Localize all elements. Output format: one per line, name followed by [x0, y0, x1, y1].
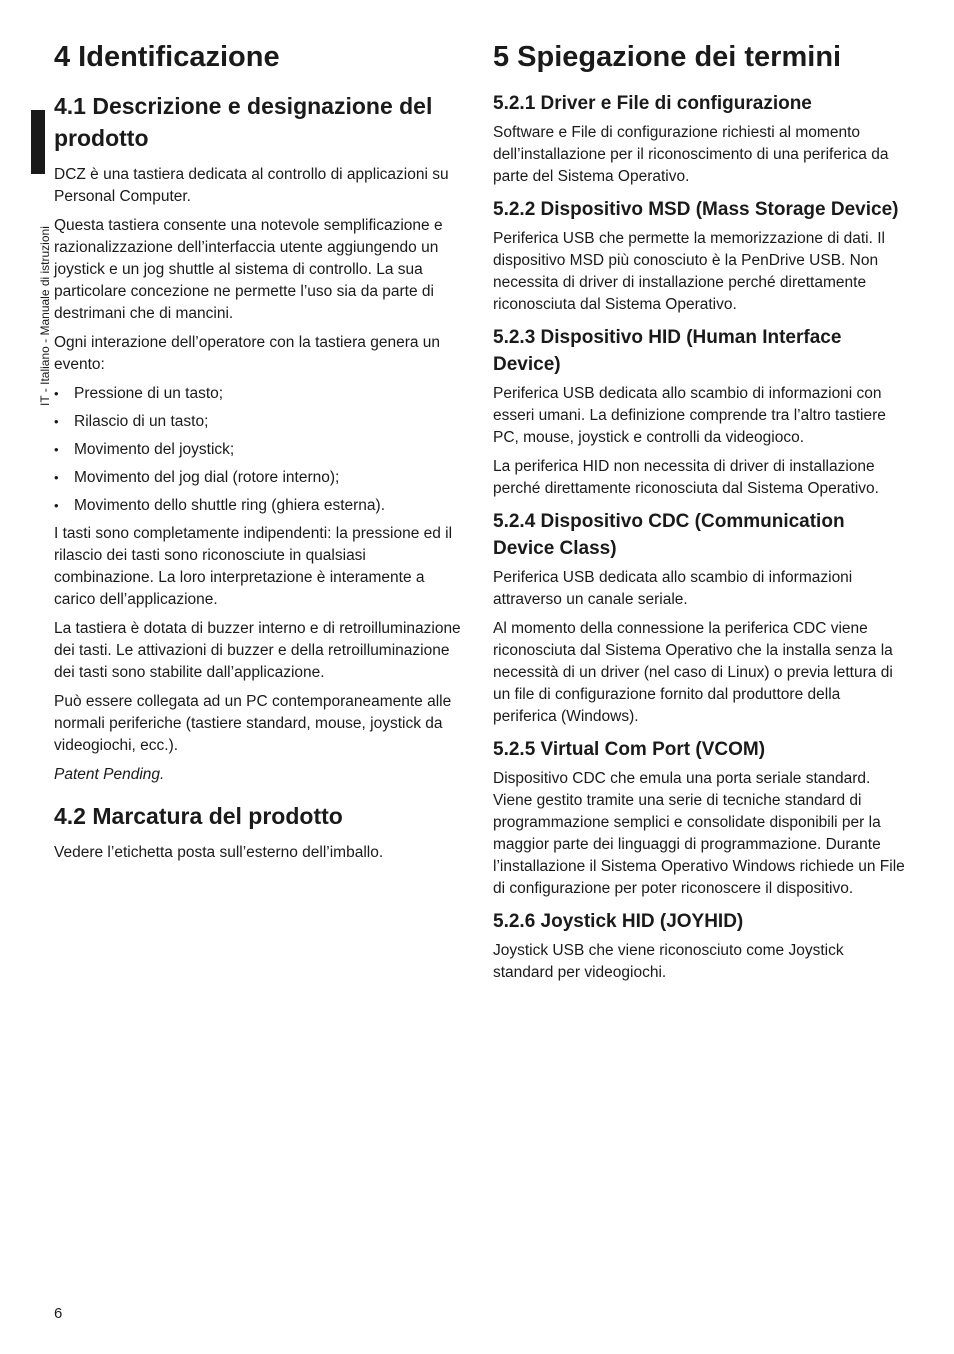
paragraph: Dispositivo CDC che emula una porta seriale standard. Viene gestito tramite una serie di tecniche standard di programmazione semplici e consolidate disponibili per la maggior parte dei linguaggi di programmazione. Durante l’installazione il Sistema Operativo Windows richiede un File di configurazione per poter riconoscere il dispositivo. [493, 770, 905, 897]
section-4-2-title: 4.2 Marcatura del prodotto [54, 803, 343, 829]
paragraph: I tasti sono completamente indipendenti: la pressione ed il rilascio dei tasti sono riconosciute in qualsiasi combinazione. La loro interpretazione è interamente a carico dell’applicazione. [54, 525, 453, 608]
paragraph: Può essere collegata ad un PC contemporaneamente alle normali periferiche (tastiere standard, mouse, joystick da videogiochi, ecc.). [54, 693, 452, 754]
section-5-2-3-title: 5.2.3 Dispositivo HID (Human Interface Device) [493, 327, 842, 375]
section-5-2-6-title: 5.2.6 Joystick HID (JOYHID) [493, 911, 744, 932]
side-tab-marker [31, 110, 45, 174]
list-item: • Pressione di un tasto; [54, 383, 464, 405]
patent-note: Patent Pending. [54, 766, 165, 783]
paragraph: Questa tastiera consente una notevole semplificazione e razionalizzazione dell’interfaccia utente aggiungendo un joystick e un jog shuttle al sistema di controllo. La sua particolare concezione ne permette l’uso sia da parte di destrimani che di mancini. [54, 217, 443, 322]
list-item: • Movimento dello shuttle ring (ghiera esterna). [54, 495, 464, 517]
paragraph: Periferica USB dedicata allo scambio di informazioni attraverso un canale seriale. [493, 569, 853, 608]
paragraph: DCZ è una tastiera dedicata al controllo di applicazioni su Personal Computer. [54, 166, 449, 205]
section-4-title: 4 Identificazione [54, 41, 280, 73]
page-number: 6 [54, 1305, 63, 1322]
list-item: • Movimento del jog dial (rotore interno); [54, 467, 464, 489]
paragraph: La periferica HID non necessita di driver di installazione perché direttamente riconosciuta dal Sistema Operativo. [493, 458, 879, 497]
paragraph: Joystick USB che viene riconosciuto come Joystick standard per videogiochi. [493, 942, 844, 981]
paragraph: Periferica USB che permette la memorizzazione di dati. Il dispositivo MSD più conosciuto è la PenDrive USB. Non necessita di driver di installazione perché direttamente riconosciuta dal Sistema Operativo. [493, 230, 885, 313]
section-5-2-5-title: 5.2.5 Virtual Com Port (VCOM) [493, 739, 766, 760]
right-column [493, 38, 905, 991]
section-4-1-title: 4.1 Descrizione e designazione del prodotto [54, 93, 433, 151]
event-list [54, 383, 464, 517]
section-5-2-4-title: 5.2.4 Dispositivo CDC (Communication Device Class) [493, 511, 845, 559]
section-5-2-2-title: 5.2.2 Dispositivo MSD (Mass Storage Device) [493, 199, 899, 220]
list-item: • Movimento del joystick; [54, 439, 464, 461]
paragraph: Periferica USB dedicata allo scambio di informazioni con esseri umani. La definizione comprende tra l’altro tastiere PC, mouse, joystick e controlli da videogioco. [493, 385, 886, 446]
paragraph: Vedere l’etichetta posta sull’esterno dell’imballo. [54, 844, 384, 861]
list-item: • Rilascio di un tasto; [54, 411, 464, 433]
section-5-2-1-title: 5.2.1 Driver e File di configurazione [493, 93, 812, 114]
paragraph: Software e File di configurazione richiesti al momento dell’installazione per il riconoscimento di una periferica da parte del Sistema Operativo. [493, 124, 889, 185]
paragraph: Ogni interazione dell’operatore con la tastiera genera un evento: [54, 334, 441, 373]
left-column [54, 38, 464, 871]
paragraph: Al momento della connessione la periferica CDC viene riconosciuta dal Sistema Operativo che la installa senza la necessità di un driver (nel caso di Linux) o previa lettura di un file di configurazione fornito dal produttore della periferica (Windows). [493, 620, 893, 725]
paragraph: La tastiera è dotata di buzzer interno e di retroilluminazione dei tasti. Le attivazioni di buzzer e della retroilluminazione dei tasti sono stabilite dall’applicazione. [54, 620, 461, 681]
section-5-title: 5 Spiegazione dei termini [493, 41, 842, 73]
side-label: IT - Italiano - Manuale di istruzioni [38, 226, 52, 406]
